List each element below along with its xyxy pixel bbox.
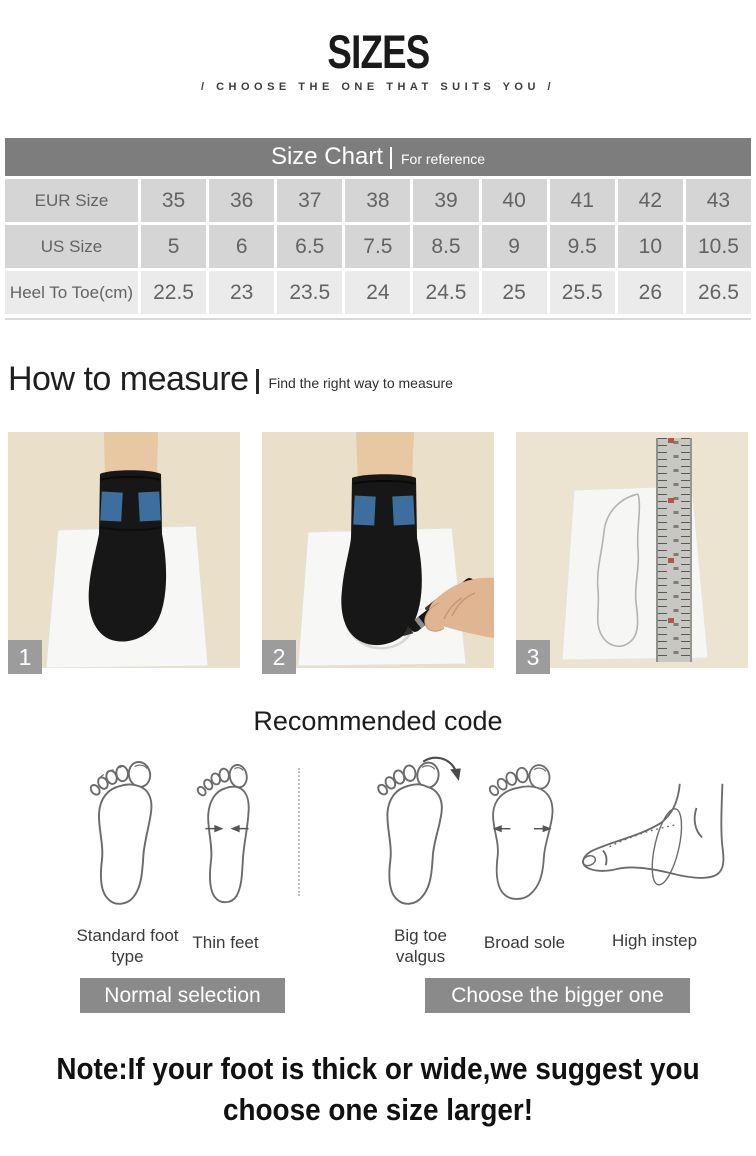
table-cell: 36 (209, 179, 274, 222)
table-cell: 24 (345, 271, 410, 314)
tracing-foot-illustration (262, 432, 494, 668)
how-to-measure-heading (8, 360, 453, 399)
label-big-toe-valgus: Big toe valgus (394, 926, 447, 966)
standard-foot-diagram (70, 760, 182, 914)
measure-step-photo-2 (262, 432, 494, 668)
table-cell: 5 (141, 225, 206, 268)
step-badge-3: 3 (516, 640, 550, 674)
table-cell: 24.5 (413, 271, 478, 314)
table-cell: 10 (618, 225, 683, 268)
row-label: Heel To Toe(cm) (5, 271, 138, 314)
step-badge-2: 2 (262, 640, 296, 674)
ruler-red-marks (668, 438, 674, 662)
table-cell: 40 (482, 179, 547, 222)
recommended-code-title: Recommended code (253, 706, 503, 736)
table-cell: 25.5 (550, 271, 615, 314)
how-to-measure-note: Find the right way to measure (268, 374, 453, 391)
table-cell: 37 (277, 179, 342, 222)
ruler-measure-illustration (516, 432, 748, 668)
heading-divider (256, 369, 259, 394)
size-note-line-2: choose one size larger! (222, 1092, 534, 1127)
table-row-eur-size (5, 179, 751, 222)
table-cell: 43 (686, 179, 751, 222)
size-chart-table (5, 138, 751, 320)
foot-on-paper-illustration (8, 432, 240, 668)
dotted-divider (298, 768, 300, 896)
table-cell: 42 (618, 179, 683, 222)
row-label: EUR Size (5, 179, 138, 222)
ruler-ticks-left (658, 438, 667, 662)
table-cell: 7.5 (345, 225, 410, 268)
ruler (656, 438, 692, 662)
how-to-measure-title: How to measure (8, 360, 249, 398)
page-subtitle: / CHOOSE THE ONE THAT SUITS YOU / (200, 81, 556, 93)
label-broad-sole: Broad sole (483, 933, 566, 952)
table-cell: 41 (550, 179, 615, 222)
table-cell: 8.5 (413, 225, 478, 268)
page-title: SIZES (326, 25, 430, 78)
thin-foot-diagram (184, 763, 270, 913)
table-cell: 35 (141, 179, 206, 222)
table-cell: 10.5 (686, 225, 751, 268)
size-chart-title: Size Chart (270, 143, 383, 170)
big-toe-valgus-diagram (358, 752, 470, 914)
label-standard-foot-type: Standard foot type (76, 926, 179, 966)
measure-step-photo-3 (516, 432, 748, 668)
table-cell: 23.5 (277, 271, 342, 314)
step-badge-1: 1 (8, 640, 42, 674)
measure-step-photo-1 (8, 432, 240, 668)
size-note (0, 1048, 756, 1130)
label-high-instep: High instep (611, 931, 698, 950)
table-cell: 25 (482, 271, 547, 314)
size-note-line-1: Note:If your foot is thick or wide,we suggest you (56, 1051, 700, 1086)
broad-sole-diagram (474, 758, 574, 914)
ruler-ticks-right (681, 438, 690, 662)
label-thin-feet: Thin feet (192, 933, 259, 952)
header-divider (390, 147, 392, 169)
table-cell: 38 (345, 179, 410, 222)
size-chart-header (5, 138, 751, 176)
table-cell: 23 (209, 271, 274, 314)
high-instep-diagram (578, 780, 740, 908)
table-cell: 26.5 (686, 271, 751, 314)
table-row-heel-to-toe (5, 271, 751, 314)
table-cell: 6.5 (277, 225, 342, 268)
table-cell: 9 (482, 225, 547, 268)
table-row-us-size (5, 225, 751, 268)
choose-bigger-one-label: Choose the bigger one (425, 978, 690, 1013)
row-label: US Size (5, 225, 138, 268)
table-cell: 22.5 (141, 271, 206, 314)
normal-selection-label: Normal selection (80, 978, 285, 1013)
table-cell: 26 (618, 271, 683, 314)
size-chart-note: For reference (401, 150, 486, 167)
table-cell: 9.5 (550, 225, 615, 268)
table-cell: 39 (413, 179, 478, 222)
table-cell: 6 (209, 225, 274, 268)
